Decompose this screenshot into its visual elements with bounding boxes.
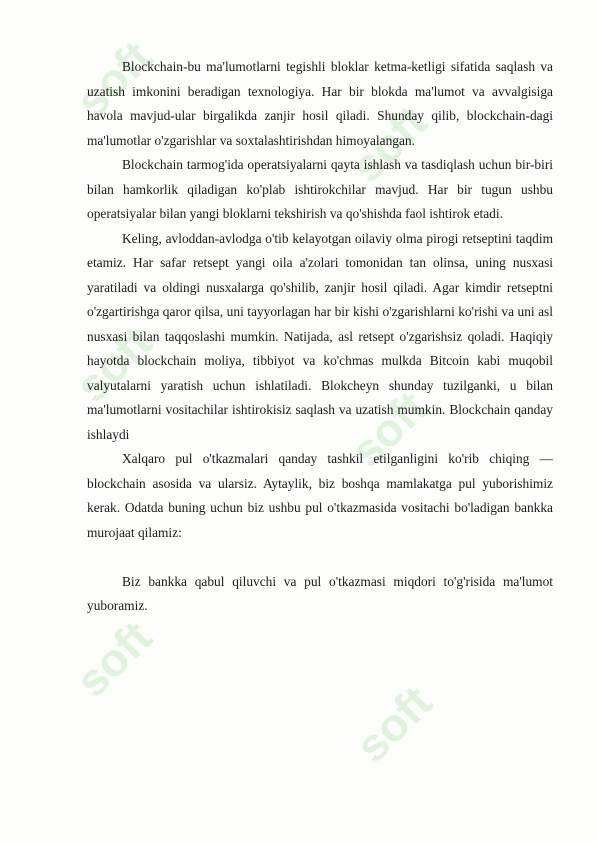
paragraph-bank-info: Biz bankka qabul qiluvchi va pul o'tkazmasi miqdori to'g'risida ma'lumot yuboramiz.: [87, 573, 553, 613]
watermark-text: soft: [340, 380, 437, 478]
paragraph-international-transfers: Xalqaro pul o'tkazmalari qanday tashkil etilganligini ko'rib chiqing — blockchain asosida va ularsiz. Aytaylik, biz boshqa mamlakatga pul yuborishimiz kerak. Odatda buning uchun biz ushbu pul o'tkazmasida vositachi bo'ladigan bankka murojaat qilamiz:: [87, 451, 553, 540]
watermark-logo: [65, 611, 161, 707]
watermark-logo: [345, 676, 441, 772]
paragraph-recipe-analogy: Keling, avloddan-avlodga o'tib kelayotgan oilaviy olma pirogi retseptini taqdim etamiz. Har safar retsept yangi oila a'zolari tomonidan tan olinsa, uning nusxasi yaratiladi va oldingi nusxalarga qo'shilib, zanjir hosil qiladi. Agar kimdir retseptni o'zgartirishga qaror qilsa, uni tayyorlagan har bir kishi o'zgarishlarni ko'rishi va uni asl nusxasi bilan taqqoslashi mumkin. Natijada, asl retsept o'zgarishsiz qoladi. Haqiqiy hayotda blockchain moliya, tibbiyot va ko'chmas mulkda Bitcoin kabi muqobil valyutalarni yaratish uchun ishlatiladi. Blokcheyn shunday tuzilganki, u bilan ma'lumotlarni vositachilar ishtirokisiz saqlash va uzatish mumkin. Blockchain qanday ishlaydi: [87, 230, 553, 442]
watermark-text: soft: [340, 95, 437, 193]
watermark-text: soft: [65, 30, 162, 128]
watermark-text: soft: [65, 610, 162, 708]
paragraph-blockchain-definition: Blockchain-bu ma'lumotlarni tegishli bloklar ketma-ketligi sifatida saqlash va uzatish imkonini beradigan texnologiya. Har bir blokda ma'lumot va avvalgisiga havola mavjud-ular birgalikda zanjir hosil qiladi. Shunday qilib, blockchain-dagi ma'lumotlar o'zgarishlar va soxtalashtirishdan himoyalangan.: [87, 59, 553, 148]
watermark-text: soft: [345, 675, 442, 773]
paragraph-network-participants: Blockchain tarmog'ida operatsiyalarni qayta ishlash va tasdiqlash uchun bir-biri bilan hamkorlik qiladigan ko'plab ishtirokchilar mavjud. Har bir tugun ushbu operatsiyalar bilan yangi bloklarni tekshirish va qo'shishda faol ishtirok etadi.: [87, 157, 553, 221]
body-text: [87, 55, 553, 619]
watermark-text: soft: [65, 315, 162, 413]
